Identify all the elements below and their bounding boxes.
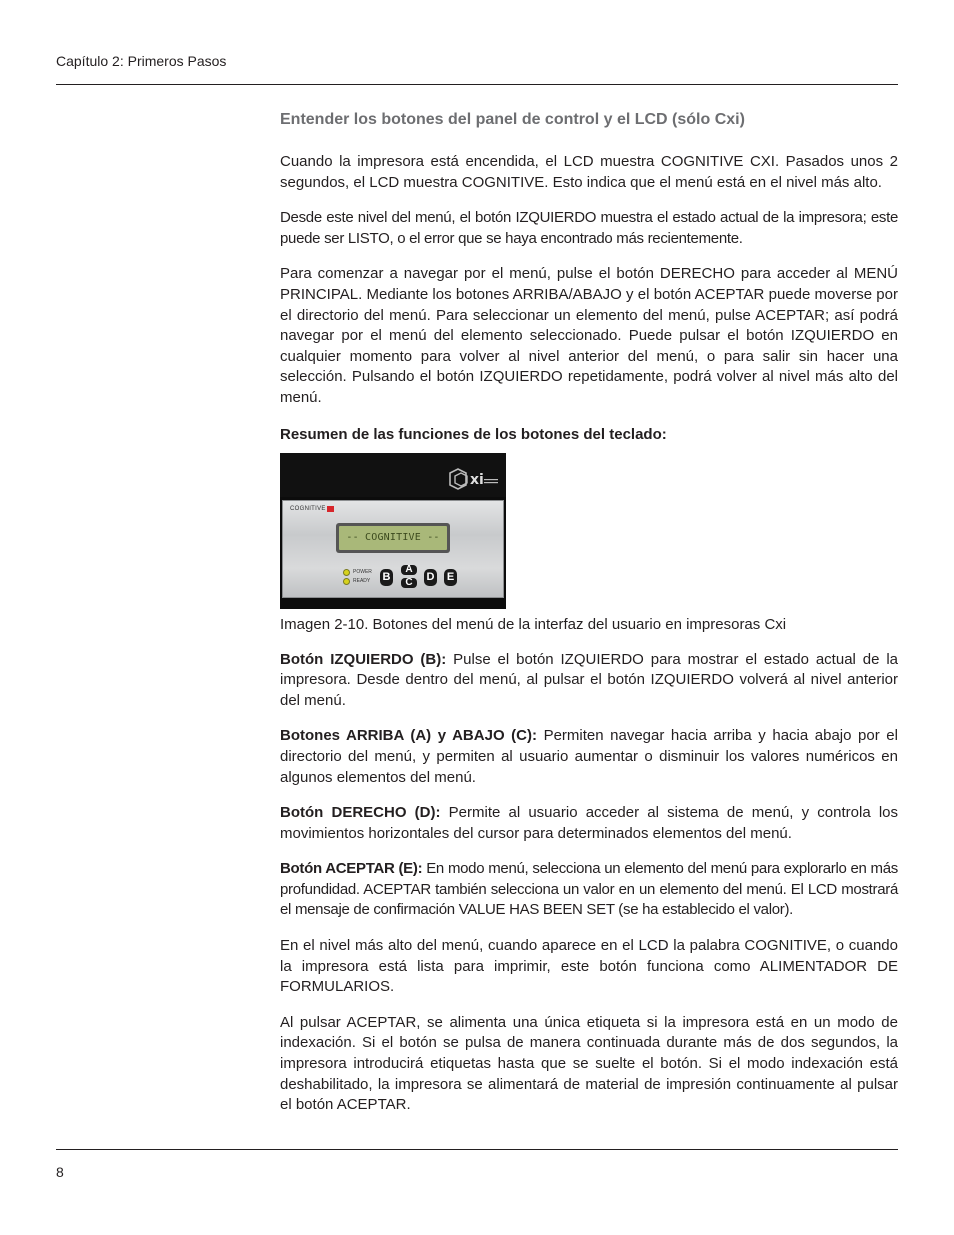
lcd-display: -- COGNITIVE -- — [339, 526, 447, 550]
ready-label: READY — [353, 578, 371, 585]
paragraph-navigation: Para comenzar a navegar por el menú, pulse el botón DERECHO para acceder al MENÚ PRINCIPAL. Mediante los botones ARRIBA/ABAJO y el botón ACEPTAR puede moverse por el directorio del menú. Para seleccionar un elemento del menú, pulse ACEPTAR; así podrá navegar por el menú del elemento seleccionado. Puede pulsar el botón IZQUIERDO en cualquier momento para volver al nivel anterior del menú, o para salir sin hacer una selección. Pulsando el botón IZQUIERDO repetidamente, podrá volver al nivel más alto del menú. — [280, 265, 898, 406]
key-b-left[interactable]: B — [380, 569, 393, 586]
ready-led-icon — [343, 578, 350, 585]
ready-indicator — [343, 578, 370, 585]
key-d-right[interactable]: D — [424, 569, 437, 586]
key-e-accept[interactable]: E — [444, 569, 457, 586]
svg-text:xi: xi — [470, 471, 484, 488]
key-c-down[interactable]: C — [401, 578, 417, 588]
paragraph-form-feed: En el nivel más alto del menú, cuando aparece en el LCD la palabra COGNITIVE, o cuando la impresora está lista para imprimir, este botón funciona como ALIMENTADOR DE FORMULARIOS. — [280, 937, 898, 996]
control-panel-figure — [280, 453, 506, 609]
brand-label: COGNITIVE — [290, 506, 334, 512]
button-description-right: Botón DERECHO (D): Permite al usuario acceder al sistema de menú, y controla los movimientos horizontales del cursor para determinados elementos del menú. — [280, 804, 898, 842]
lcd-bezel — [336, 523, 450, 553]
section-title: Entender los botones del panel de control y el LCD (sólo Cxi) — [280, 111, 745, 128]
figure-caption: Imagen 2-10. Botones del menú de la interfaz del usuario en impresoras Cxi — [280, 615, 787, 633]
device-bottom-bar — [280, 598, 506, 609]
power-indicator — [343, 569, 372, 576]
button-description-up-down: Botones ARRIBA (A) y ABAJO (C): Permiten navegar hacia arriba y hacia abajo por el directorio del menú, y permiten al usuario aumentar o disminuir los valores numéricos en algunos elementos del menú. — [280, 727, 898, 786]
device-top-bar — [280, 453, 506, 497]
power-led-icon — [343, 569, 350, 576]
brand-flag-icon — [327, 506, 334, 512]
key-a-up[interactable]: A — [401, 565, 417, 575]
page-number: 8 — [56, 1164, 64, 1180]
power-label: POWER — [353, 569, 372, 576]
paragraph-intro: Cuando la impresora está encendida, el LCD muestra COGNITIVE CXI. Pasados unos 2 segundos, el LCD muestra COGNITIVE. Esto indica que el menú está en el nivel más alto. — [280, 153, 898, 191]
summary-heading: Resumen de las funciones de los botones del teclado: — [280, 425, 667, 443]
header-rule — [56, 84, 898, 85]
running-header: Capítulo 2: Primeros Pasos — [56, 53, 227, 69]
paragraph-accept-feed: Al pulsar ACEPTAR, se alimenta una única etiqueta si la impresora está en un modo de indexación. Si el botón se pulsa de manera continuada durante más de dos segundos, la impresora introducirá etiquetas hasta que se suelte el botón. Si el modo indexación está deshabilitado, la impresora se alimentará de material de impresión continuamente al pulsar el botón ACEPTAR. — [280, 1013, 898, 1114]
footer-rule — [56, 1149, 898, 1150]
main-content — [280, 108, 898, 1131]
front-panel — [282, 500, 504, 598]
button-description-left: Botón IZQUIERDO (B): Pulse el botón IZQUIERDO para mostrar el estado actual de la impresora. Desde dentro del menú, al pulsar el botón IZQUIERDO volverá al nivel anterior del menú. — [280, 650, 898, 709]
button-description-accept: Botón ACEPTAR (E): En modo menú, selecciona un elemento del menú para explorarlo en más profundidad. ACEPTAR también selecciona un valor en un elemento del menú. El LCD mostrará el mensaje de confirmación VALUE HAS BEEN SET (se ha establecido el valor). — [280, 860, 898, 919]
cxi-logo-icon — [446, 467, 500, 493]
paragraph-left-button: Desde este nivel del menú, el botón IZQUIERDO muestra el estado actual de la impresora; este puede ser LISTO, o el error que se haya encontrado más recientemente. — [280, 209, 898, 247]
